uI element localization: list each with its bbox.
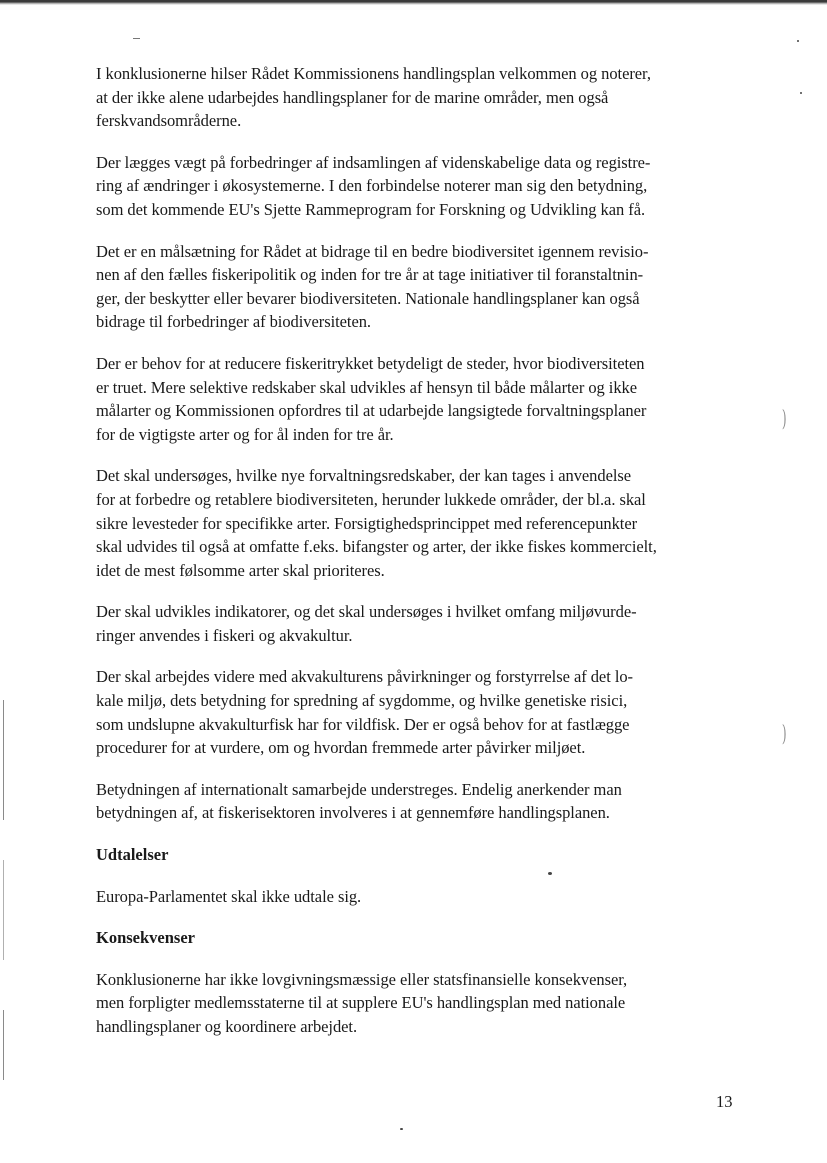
- scan-speck: [133, 38, 140, 39]
- heading-udtalelser: Udtalelser: [96, 845, 169, 865]
- hole-punch-mark: ): [781, 407, 787, 432]
- paragraph-udtalelser: Europa-Parlamentet skal ikke udtale sig.: [96, 886, 362, 906]
- document-body: [96, 62, 746, 1057]
- paragraph-indicators: Der skal udvikles indikatorer, og det skal undersøges i hvilket omfang miljøvurde- ringer anvendes i fiskeri og akvakultur.: [96, 602, 637, 645]
- scan-top-edge: [0, 0, 827, 5]
- paragraph-biodiversity-goal: Det er en målsætning for Rådet at bidrage til en bedre biodiversitet igennem revisio- nen af den fælles fiskeripolitik og inden for tre år at tage initiativer til foranstaltnin- ger, der beskytter eller bevarer biodiversiteten. Nationale handlingsplaner kan også bidrage til forbedringer af biodiversiteten.: [96, 241, 649, 332]
- scan-left-edge-mark: [3, 1010, 4, 1080]
- scan-speck: [797, 40, 799, 42]
- hole-punch-mark: ): [781, 722, 787, 747]
- paragraph-scientific-data: Der lægges vægt på forbedringer af indsamlingen af videnskabelige data og registre- ring af ændringer i økosystemerne. I den forbindelse noterer man sig den betydning, som det kommende EU's Sjette Rammeprogram for Forskning og Udvikling kan få.: [96, 152, 651, 219]
- scan-left-edge-mark: [3, 700, 4, 820]
- scan-speck: [800, 92, 802, 94]
- scan-left-edge-mark: [3, 860, 4, 960]
- paragraph-konsekvenser: Konklusionerne har ikke lovgivningsmæssige eller statsfinansielle konsekvenser, men forpligter medlemsstaterne til at supplere EU's handlingsplan med nationale handlingsplaner og koordinere arbejdet.: [96, 969, 628, 1036]
- paragraph-international-cooperation: Betydningen af internationalt samarbejde understreges. Endelig anerkender man betydningen af, at fiskerisektoren involveres i at gennemføre handlingsplanen.: [96, 779, 622, 823]
- page-number: 13: [716, 1092, 733, 1111]
- paragraph-conclusions-welcome: I konklusionerne hilser Rådet Kommissionens handlingsplan velkommen og noterer, at der ikke alene udarbejdes handlingsplaner for de marine områder, men også ferskvandsområderne.: [96, 64, 651, 131]
- paragraph-management-tools: Det skal undersøges, hvilke nye forvaltningsredskaber, der kan tages i anvendelse for at forbedre og retablere biodiversiteten, herunder lukkede områder, der bl.a. skal sikre levesteder for specifikke arter. Forsigtighedsprincippet med referencepunkter skal udvides til også at omfatte f.eks. bifangster og arter, der ikke fiskes kommercielt, idet de mest følsomme arter skal prioriteres.: [96, 466, 657, 580]
- paragraph-fishing-pressure: Der er behov for at reducere fiskeritrykket betydeligt de steder, hvor biodiversiteten er truet. Mere selektive redskaber skal udvikles af hensyn til både målarter og ikke målarter og Kommissionen opfordres til at udarbejde langsigtede forvaltningsplaner for de vigtigste arter og for ål inden for tre år.: [96, 353, 647, 444]
- paragraph-aquaculture: Der skal arbejdes videre med akvakulturens påvirkninger og forstyrrelse af det lo- kale miljø, dets betydning for spredning af sygdomme, og hvilke genetiske risici, som undslupne akvakulturfisk har for vildfisk. Der er også behov for at fastlægge procedurer for at vurdere, om og hvordan fremmede arter påvirker miljøet.: [96, 667, 633, 758]
- heading-konsekvenser: Konsekvenser: [96, 928, 195, 948]
- scan-speck: [400, 1128, 403, 1130]
